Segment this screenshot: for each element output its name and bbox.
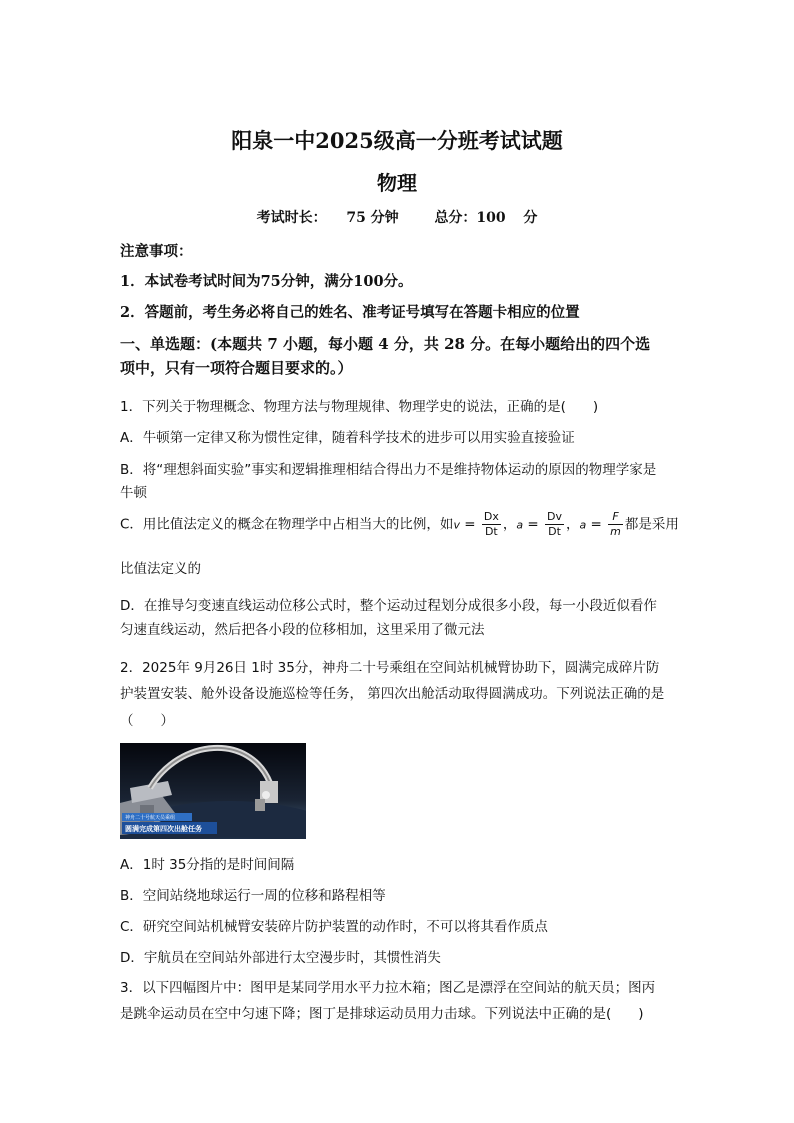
exam-title: 阳泉一中2025级高一分班考试试题 [231, 128, 563, 153]
formula-a-1: a [516, 518, 524, 532]
q1-option-c-line1 [120, 510, 679, 539]
fraction-dv-dt [545, 510, 564, 539]
q1-option-d-line2: 匀速直线运动，然后把各小段的位移相加，这里采用了微元法 [120, 622, 485, 638]
notes-heading: 注意事项： [120, 243, 193, 260]
q1-option-b-line2: 牛顿 [120, 485, 147, 501]
section-heading-line2: 项中，只有一项符合题目要求的。） [120, 359, 353, 377]
duration-value: 75 分钟 [346, 210, 399, 226]
q1-option-d-line1: D．在推导匀变速直线运动位移公式时，整个运动过程划分成很多小段，每一小段近似看作 [120, 598, 657, 614]
total-unit: 分 [523, 210, 538, 226]
photo-caption-top: 神舟二十号航天员乘组 [125, 815, 176, 821]
q2-option-b: B．空间站绕地球运行一周的位移和路程相等 [120, 888, 386, 904]
subject-title: 物理 [377, 171, 417, 195]
fraction-denominator: m [610, 525, 621, 538]
fraction-numerator: F [608, 510, 623, 525]
formula-comma-1: ， [502, 516, 517, 533]
duration-label: 考试时长： [256, 210, 327, 226]
section-heading-line1: 一、单选题：(本题共 7 小题，每小题 4 分，共 28 分。在每小题给出的四个选 [120, 335, 651, 353]
formula-eq-1: = [459, 516, 480, 533]
fraction-denominator: Dt [548, 525, 561, 538]
q2-stem-line1: 2．2025年 9月26日 1时 35分，神舟二十号乘组在空间站机械臂协助下，圆满完成碎片防 [120, 660, 660, 676]
note-item-2: 2．答题前，考生务必将自己的姓名、准考证号填写在答题卡相应的位置 [120, 304, 580, 321]
fraction-numerator: Dx [483, 510, 499, 523]
formula-eq-2: = [523, 516, 543, 533]
fraction-f-m [608, 510, 623, 539]
q1-option-c-suffix: 都是采用 [624, 516, 679, 533]
note-item-1: 1．本试卷考试时间为75分钟，满分100分。 [120, 273, 413, 290]
exam-meta [0, 207, 794, 227]
q2-stem-line2: 护装置安装、舱外设备设施巡检等任务， 第四次出舱活动取得圆满成功。下列说法正确的是 [120, 686, 665, 702]
fraction-numerator: Dv [547, 510, 562, 523]
total-label: 总分：100 [434, 210, 506, 226]
q2-option-a: A．1时 35分指的是时间间隔 [120, 857, 295, 873]
fraction-dx-dt [482, 510, 501, 539]
spacewalk-photo [120, 743, 306, 839]
q1-option-c-text: C．用比值法定义的概念在物理学中占相当大的比例，如 [120, 516, 454, 533]
q2-option-c: C．研究空间站机械臂安装碎片防护装置的动作时，不可以将其看作质点 [120, 919, 548, 935]
formula-a-2: a [579, 518, 587, 532]
fraction-denominator: Dt [484, 525, 498, 538]
q3-stem-line2: 是跳伞运动员在空中匀速下降；图丁是排球运动员用力击球。下列说法中正确的是( ) [120, 1006, 644, 1022]
formula-eq-3: = [586, 516, 607, 533]
formula-comma-2: ， [565, 516, 580, 533]
q1-option-a: A．牛顿第一定律又称为惯性定律，随着科学技术的进步可以用实验直接验证 [120, 430, 575, 446]
formula-v: v [453, 518, 460, 532]
q1-option-c-line2: 比值法定义的 [120, 561, 201, 577]
photo-caption-main: 圆满完成第四次出舱任务 [125, 825, 202, 833]
q3-stem-line1: 3．以下四幅图片中：图甲是某同学用水平力拉木箱；图乙是漂浮在空间站的航天员；图丙 [120, 980, 656, 996]
q1-option-b-line1: B．将“理想斜面实验”事实和逻辑推理相结合得出力不是维持物体运动的原因的物理学家是 [120, 462, 657, 478]
spacewalk-illustration [120, 743, 306, 839]
q1-stem: 1．下列关于物理概念、物理方法与物理规律、物理学史的说法，正确的是( ) [120, 399, 599, 415]
q2-stem-line3: （ ） [120, 713, 174, 729]
q2-option-d: D．宇航员在空间站外部进行太空漫步时，其惯性消失 [120, 950, 441, 966]
